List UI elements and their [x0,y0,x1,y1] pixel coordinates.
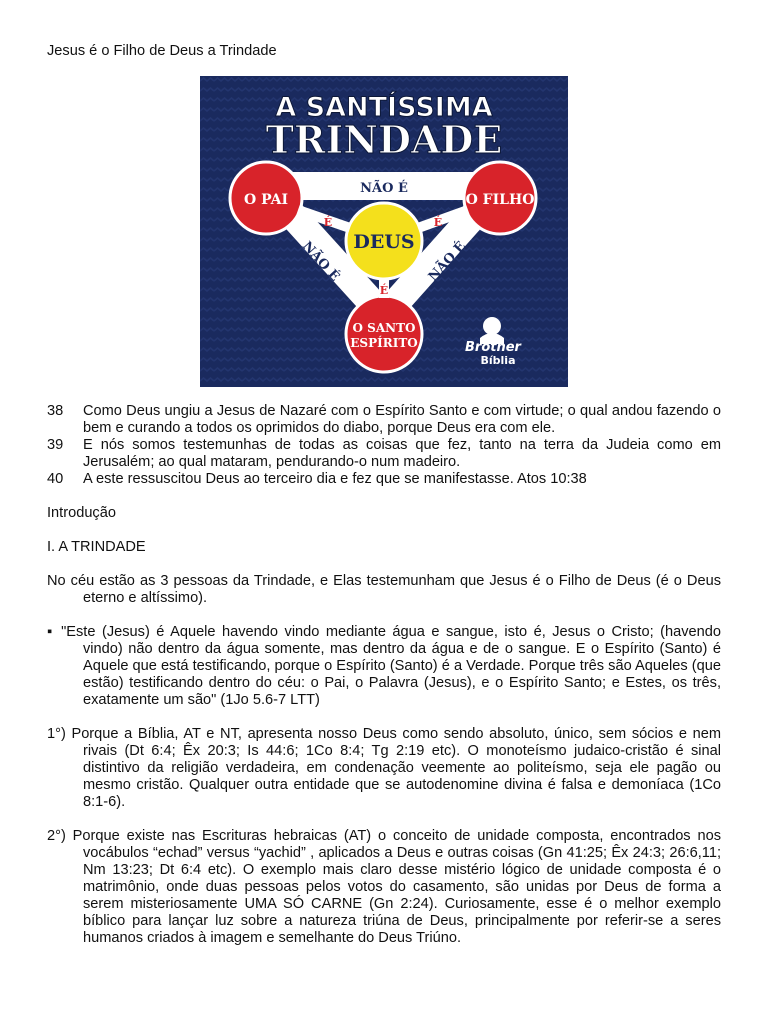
document-title: Jesus é o Filho de Deus a Trindade [47,43,277,59]
verse-38 [47,403,721,437]
document-page [47,43,721,947]
verse-39 [47,437,721,471]
espirito-label-2: ESPÍRITO [350,336,418,350]
pai-label: O PAI [244,192,288,208]
verse-text: Como Deus ungiu a Jesus de Nazaré com o Espírito Santo e com virtude; o qual andou fazendo o bem e curando a todos os oprimidos do diabo, porque Deus era com ele. [83,403,721,436]
nao-e-left: NÃO É [299,238,343,285]
verse-number: 40 [47,471,64,487]
svg-text:Bíblia: Bíblia [480,354,516,367]
paragraph-1: No céu estão as 3 pessoas da Trindade, e Elas testemunham que Jesus é o Filho de Deus (é o Deus eterno e altíssimo). [47,573,721,606]
intro-heading: Introdução [47,505,116,521]
e-right: É [433,216,443,229]
verse-40 [47,471,721,488]
verse-number: 39 [47,437,64,453]
nao-e-top: NÃO É [360,181,408,196]
paragraph-4: 2°) Porque existe nas Escrituras hebraicas (AT) o conceito de unidade composta, encontrados nos vocábulos “echad” versus “yachid” , aplicados a Deus e outras coisas (Gn 41:25; Êx 24:3; 26:6,11; Nm 13:23; Dt 6:4 etc). O exemplo mais claro desse mistério lógico de unidade composta é o matrimônio, onde duas pessoas pelos votos do casamento, são unidas por Deus de forma a serem misteriosamente UMA SÓ CARNE (Gn 2:24). Curiosamente, esse é o melhor exemplo bíblico para lançar luz sobre a natureza triúna de Deus, principalmente por referir-se a seres humanos criados à imagem e semelhante do Deus Triúno. [47,828,721,946]
espirito-label-1: O SANTO [352,321,416,335]
deus-label: DEUS [353,231,415,253]
trinity-image [200,76,568,387]
paragraph-2: ▪ "Este (Jesus) é Aquele havendo vindo mediante água e sangue, isto é, Jesus o Cristo; (havendo vindo) não dentro da água somente, mas dentro da água e de o sangue. E o Espírito (Santo) é Aquele que está testificando, porque o Espírito (Santo) é a Verdade. Porque três são Aqueles (que estão) testificando dentro do céu: o Pai, o Palavra (Jesus), e o Espírito Santo; e Estes, os três, exatamente um são" (1Jo 5.6-7 LTT) [47,624,721,708]
e-bottom: É [379,284,389,297]
e-left: É [323,216,333,229]
verse-text: E nós somos testemunhas de todas as coisas que fez, tanto na terra da Judeia como em Jerusalém; ao qual mataram, pendurando-o num madeiro. [83,437,721,470]
verse-list [47,403,721,488]
figure-heading-1: A SANTÍSSIMA [275,92,493,123]
nao-e-right: NÃO É [425,238,469,285]
verse-text: A este ressuscitou Deus ao terceiro dia e fez que se manifestasse. Atos 10:38 [83,471,587,487]
section-heading: I. A TRINDADE [47,539,146,555]
filho-label: O FILHO [465,192,535,208]
verse-number: 38 [47,403,64,419]
svg-text:Brother: Brother [465,340,521,355]
paragraph-3: 1°) Porque a Bíblia, AT e NT, apresenta nosso Deus como sendo absoluto, único, sem sócios e nem rivais (Dt 6:4; Êx 20:3; Is 44:6; 1Co 8:4; Tg 2:19 etc). O monoteísmo judaico-cristão é sinal distintivo da religião verdadeira, em condenação veemente ao politeísmo, seja ele pagão ou mesmo cristão. Qualquer outra entidade que se autodenomine divina é falsa e demoníaca (1Co 8:1-6). [47,726,721,810]
figure-heading-2: TRINDADE [265,117,503,162]
